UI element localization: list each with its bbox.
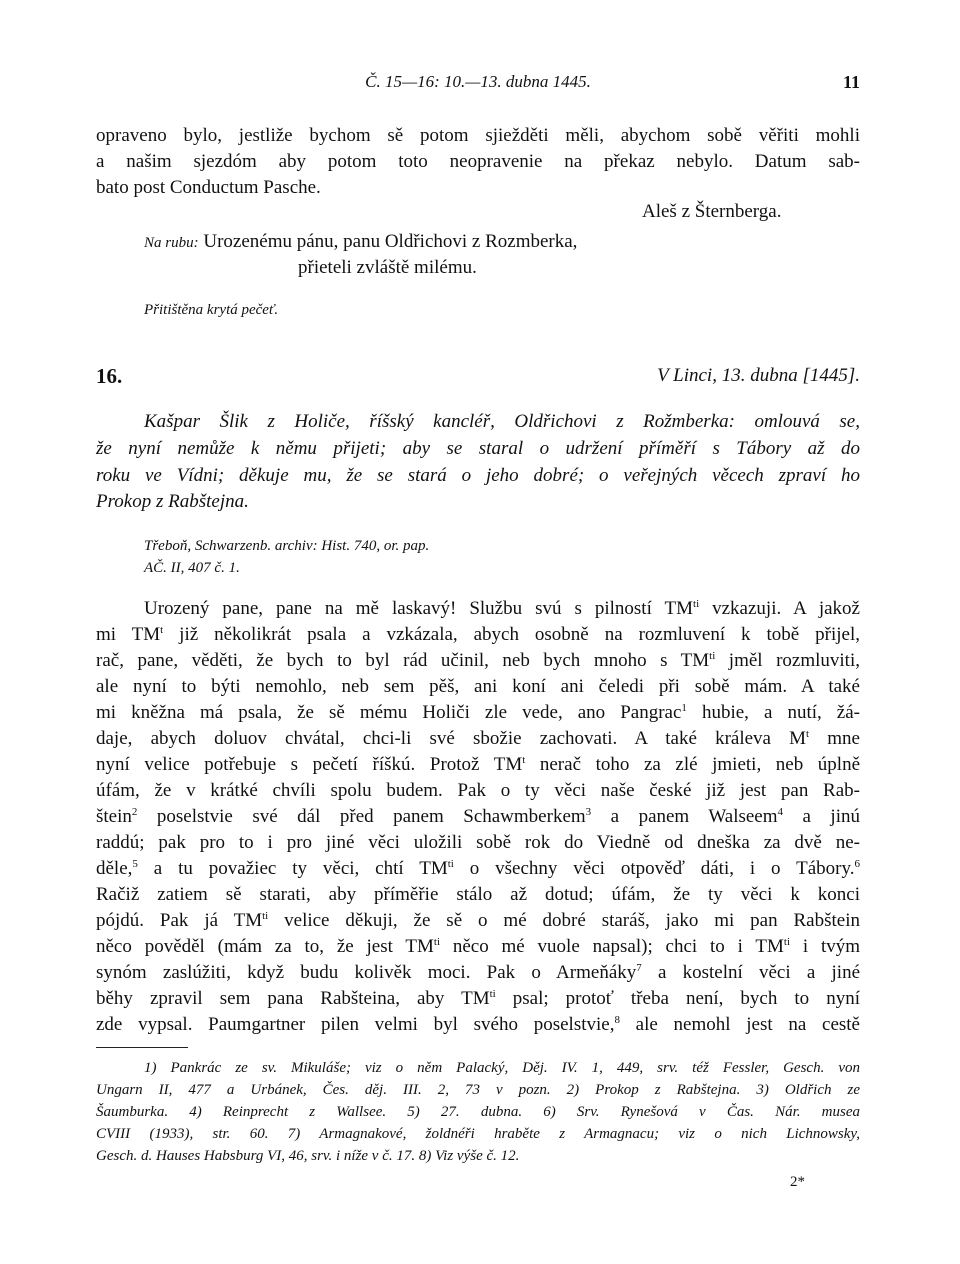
verso-label: Na rubu:: [144, 235, 199, 251]
verso-address-2: přieteli zvláště milému.: [298, 257, 477, 278]
body-line-13: pójdú. Pak já $TM^{ti}$ velice děkuji, že sě o mé dobré staráš, jako mi pan Rabštein: [96, 910, 861, 931]
running-title: Č. 15—16: 10.—13. dubna 1445.: [365, 72, 591, 91]
doc15-verso: [144, 230, 577, 255]
regest-line-4: Prokop z Rabštejna.: [96, 491, 249, 512]
footnote-rule: [96, 1047, 188, 1048]
signature-mark: 2*: [790, 1174, 805, 1190]
regest-line-2: že nyní nemůže k němu přijeti; aby se staral o udržení příměří s Tábory až do: [96, 438, 860, 459]
footnote-line-1: 1) Pankrác ze sv. Mikuláše; viz o něm Palacký, Děj. IV. 1, 449, srv. též Fessler, Gesch. von: [144, 1060, 860, 1076]
regest-line-3: roku ve Vídni; děkuje mu, že se stará o jeho dobré; o veřejných věcech zpraví ho: [96, 465, 860, 486]
body-line-9: štein$^2$ poselstvie své dál před panem Schawmberkem$^3$ a panem Walseem$^4$ a jinú: [96, 806, 860, 827]
doc15-line-3: bato post Conductum Pasche.: [96, 177, 321, 198]
doc16-place-date: V Linci, 13. dubna [1445].: [657, 365, 860, 386]
page-header: [96, 72, 860, 98]
body-line-3: rač, pane, věděti, že bych to byl rád učinil, neb bych mnoho s $TM^{ti}$ jměl rozmluviti,: [96, 650, 860, 671]
footnote-line-3: Šaumburka. 4) Reinprecht z Wallsee. 5) 27. dubna. 6) Srv. Rynešová v Čas. Nár. musea: [96, 1104, 860, 1120]
verso-address-1: Urozenému pánu, panu Oldřichovi z Rozmberka,: [203, 231, 578, 252]
archive-source: Třeboň, Schwarzenb. archiv: Hist. 740, or. pap.: [144, 538, 430, 554]
body-line-4: ale nyní to býti nemohlo, neb sem pěš, ani koní ani čeledi při sobě mám. A také: [96, 676, 860, 697]
body-line-1: Urozený pane, pane na mě laskavý! Službu svú s pilností $TM^{ti}$ vzkazuji. A jakož: [144, 598, 860, 619]
body-line-2: mi $TM^t$ již několikrát psala a vzkázala, abych osobně na rozmluvení k tobě přijel,: [96, 624, 861, 645]
footnote-line-2: Ungarn II, 477 a Urbánek, Čes. děj. III. 2, 73 v pozn. 2) Prokop z Rabštejna. 3) Oldřich ze: [96, 1082, 860, 1098]
page-number: 11: [842, 72, 860, 92]
doc15-line-2: a našim sjezdóm aby potom toto neopravenie na překaz nebylo. Datum sab-: [96, 151, 860, 172]
body-line-10: raddú; pak pro to i pro jiné věci uložili sobě rok do Viedně od dneška za dvě ne-: [96, 832, 860, 853]
doc15-line-1: opraveno bylo, jestliže bychom sě potom sjiežděti měli, abychom sobě věřiti mohli: [96, 125, 860, 146]
body-line-16: běhy zpravil sem pana Rabšteina, aby $TM^{ti}$ psal; protoť třeba není, bych to nyní: [96, 988, 860, 1009]
body-line-8: úfám, že v krátké chvíli spolu budem. Pak o ty věci naše české již jest pan Rab-: [96, 780, 860, 801]
body-line-12: Račiž zatiem sě starati, aby příměřie stálo až dotud; úfám, že ty věci k konci: [96, 884, 860, 905]
doc16-number: 16.: [96, 364, 123, 388]
doc15-signature: Aleš z Šternberga.: [642, 201, 782, 222]
footnote-line-4: CVIII (1933), str. 60. 7) Armagnakové, žoldnéři hraběte z Armagnacu; viz o nich Lichnowsky,: [96, 1126, 860, 1142]
body-line-6: daje, abych doluov chvátal, chci-li své sbožie zachovati. A také králeva $M^t$ mne: [96, 728, 860, 749]
body-line-5: mi kněžna má psala, že sě mému Holiči zle vede, ano Pangrac$^1$ hubie, a nutí, žá-: [96, 702, 860, 723]
body-line-17: zde vypsal. Paumgartner pilen velmi byl svého poselstvie,$^8$ ale nemohl jest na cestě: [96, 1014, 860, 1035]
regest-line-1: Kašpar Šlik z Holiče, říšský kancléř, Oldřichovi z Rožmberka: omlouvá se,: [144, 411, 860, 432]
body-line-11: děle,$^5$ a tu považiec ty věci, chtí $TM^{ti}$ o všechny věci otpověď dáti, i o Tábory.$^6$: [96, 858, 860, 879]
body-line-15: synóm zaslúžiti, když budu kolivěk moci. Pak o Armeňáky$^7$ a kostelní věci a jiné: [96, 962, 861, 983]
seal-note: Přitištěna krytá pečeť.: [144, 302, 279, 318]
edition-source: AČ. II, 407 č. 1.: [144, 560, 240, 576]
body-line-7: nyní velice potřebuje s pečetí říškú. Protož $TM^t$ nerač toho za zlé jmieti, neb úplně: [96, 754, 861, 775]
body-line-14: něco pověděl (mám za to, že jest $TM^{ti}$ něco mé vuole napsal); chci to i $TM^{ti}$ i tvým: [96, 936, 860, 957]
footnote-line-5: Gesch. d. Hauses Habsburg VI, 46, srv. i níže v č. 17. 8) Viz výše č. 12.: [96, 1148, 520, 1164]
